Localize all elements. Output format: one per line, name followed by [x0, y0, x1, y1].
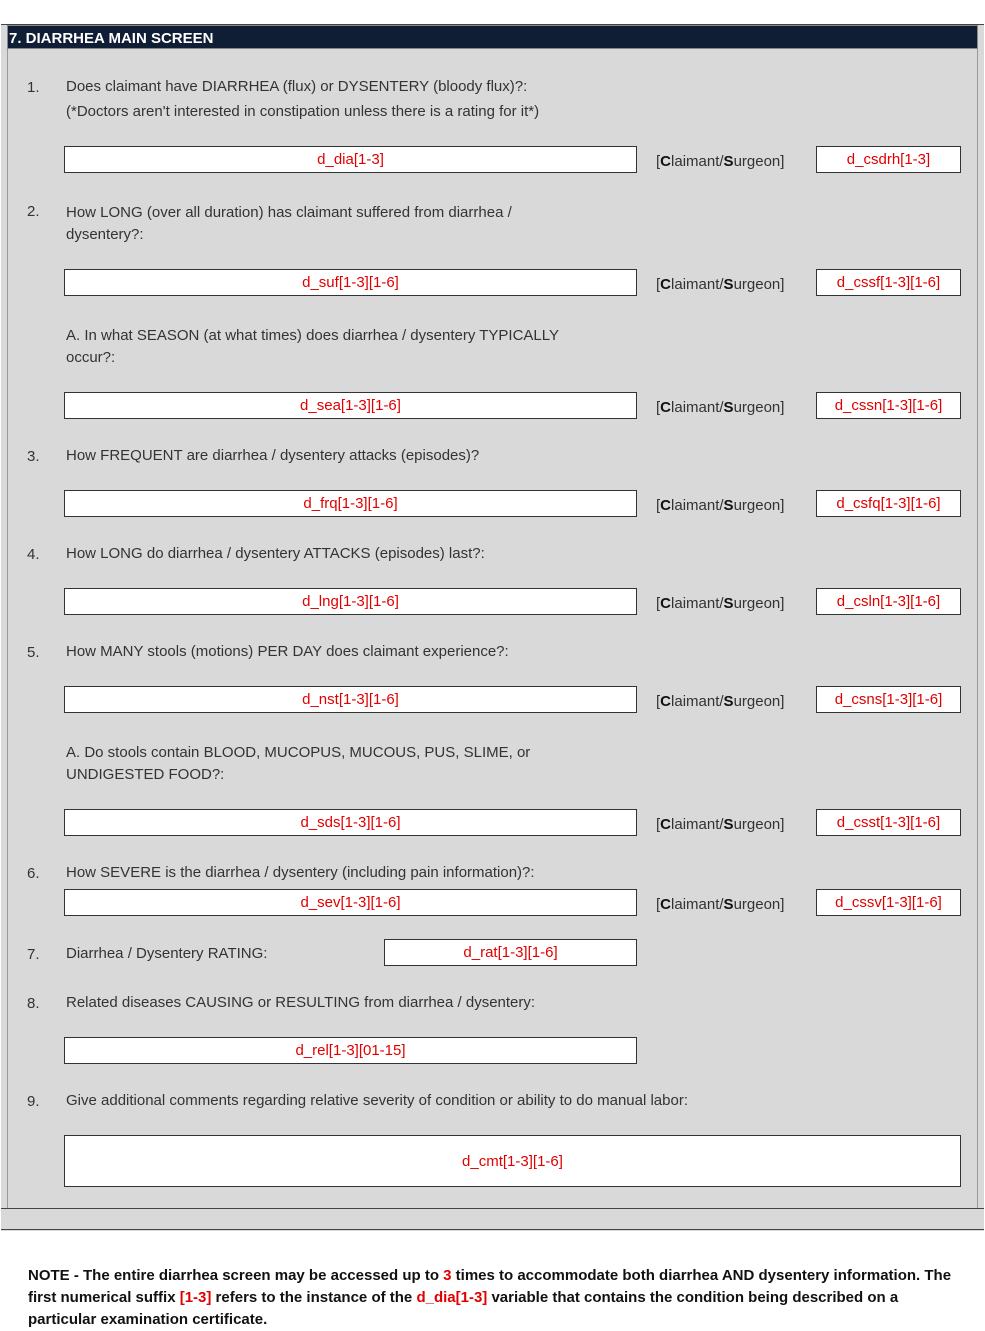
claimant-surgeon-label: [Claimant/Surgeon]: [656, 595, 785, 612]
source-field[interactable]: d_csfq[1-3][1-6]: [816, 490, 961, 517]
comments-field[interactable]: d_cmt[1-3][1-6]: [64, 1135, 961, 1187]
claimant-surgeon-label: [Claimant/Surgeon]: [656, 153, 785, 170]
claimant-surgeon-label: [Claimant/Surgeon]: [656, 399, 785, 416]
question-text: A. In what SEASON (at what times) does diarrhea / dysentery TYPICALLY: [66, 327, 559, 344]
question-number: 4.: [27, 546, 40, 563]
claimant-surgeon-label: [Claimant/Surgeon]: [656, 896, 785, 913]
claimant-surgeon-label: [Claimant/Surgeon]: [656, 276, 785, 293]
question-number: 7.: [27, 946, 40, 963]
question-text: Related diseases CAUSING or RESULTING from diarrhea / dysentery:: [66, 994, 536, 1011]
question-text: Does claimant have DIARRHEA (flux) or DYSENTERY (bloody flux)?:: [66, 78, 528, 95]
source-field[interactable]: d_csdrh[1-3]: [816, 146, 961, 173]
question-number: 9.: [27, 1093, 40, 1110]
stools-per-day-field[interactable]: d_nst[1-3][1-6]: [64, 686, 637, 713]
bottom-strip: [1, 1208, 984, 1230]
question-text-cont: occur?:: [66, 349, 116, 366]
question-number: 2.: [27, 203, 40, 220]
claimant-surgeon-label: [Claimant/Surgeon]: [656, 693, 785, 710]
diarrhea-dysentery-field[interactable]: d_dia[1-3]: [64, 146, 637, 173]
question-text: How LONG do diarrhea / dysentery ATTACKS (episodes) last?:: [66, 545, 485, 562]
question-subtext: (*Doctors aren't interested in constipation unless there is a rating for it*): [66, 103, 540, 120]
screen-title: 7. DIARRHEA MAIN SCREEN: [9, 30, 214, 47]
question-text: Give additional comments regarding relative severity of condition or ability to do manual labor:: [66, 1092, 688, 1109]
question-text-cont: dysentery?:: [66, 226, 144, 243]
question-text: How LONG (over all duration) has claimant suffered from diarrhea /: [66, 204, 512, 221]
question-number: 3.: [27, 448, 40, 465]
question-number: 8.: [27, 995, 40, 1012]
source-field[interactable]: d_csst[1-3][1-6]: [816, 809, 961, 836]
source-field[interactable]: d_cssf[1-3][1-6]: [816, 269, 961, 296]
rating-field[interactable]: d_rat[1-3][1-6]: [384, 939, 637, 966]
stool-contents-field[interactable]: d_sds[1-3][1-6]: [64, 809, 637, 836]
season-field[interactable]: d_sea[1-3][1-6]: [64, 392, 637, 419]
note-text: NOTE - The entire diarrhea screen may be accessed up to 3 times to accommodate both diarrhea AND dysentery information. The first numerical suffix [1-3] refers to the instance of the d_dia[1-3] variable that contains the condition being described on a particular examination certificate.: [28, 1267, 952, 1328]
question-text: How MANY stools (motions) PER DAY does claimant experience?:: [66, 643, 509, 660]
source-field[interactable]: d_csln[1-3][1-6]: [816, 588, 961, 615]
question-text: How SEVERE is the diarrhea / dysentery (including pain information)?:: [66, 864, 535, 881]
related-diseases-field[interactable]: d_rel[1-3][01-15]: [64, 1037, 637, 1064]
question-text: How FREQUENT are diarrhea / dysentery attacks (episodes)?: [66, 447, 480, 464]
claimant-surgeon-label: [Claimant/Surgeon]: [656, 497, 785, 514]
question-number: 6.: [27, 865, 40, 882]
claimant-surgeon-label: [Claimant/Surgeon]: [656, 816, 785, 833]
question-text-cont: UNDIGESTED FOOD?:: [66, 766, 225, 783]
source-field[interactable]: d_csns[1-3][1-6]: [816, 686, 961, 713]
question-text: Diarrhea / Dysentery RATING:: [66, 945, 268, 962]
question-number: 5.: [27, 644, 40, 661]
question-number: 1.: [27, 79, 40, 96]
question-text: A. Do stools contain BLOOD, MUCOPUS, MUCOUS, PUS, SLIME, or: [66, 744, 531, 761]
duration-field[interactable]: d_suf[1-3][1-6]: [64, 269, 637, 296]
frequency-field[interactable]: d_frq[1-3][1-6]: [64, 490, 637, 517]
attack-length-field[interactable]: d_lng[1-3][1-6]: [64, 588, 637, 615]
source-field[interactable]: d_cssv[1-3][1-6]: [816, 889, 961, 916]
severity-field[interactable]: d_sev[1-3][1-6]: [64, 889, 637, 916]
source-field[interactable]: d_cssn[1-3][1-6]: [816, 392, 961, 419]
